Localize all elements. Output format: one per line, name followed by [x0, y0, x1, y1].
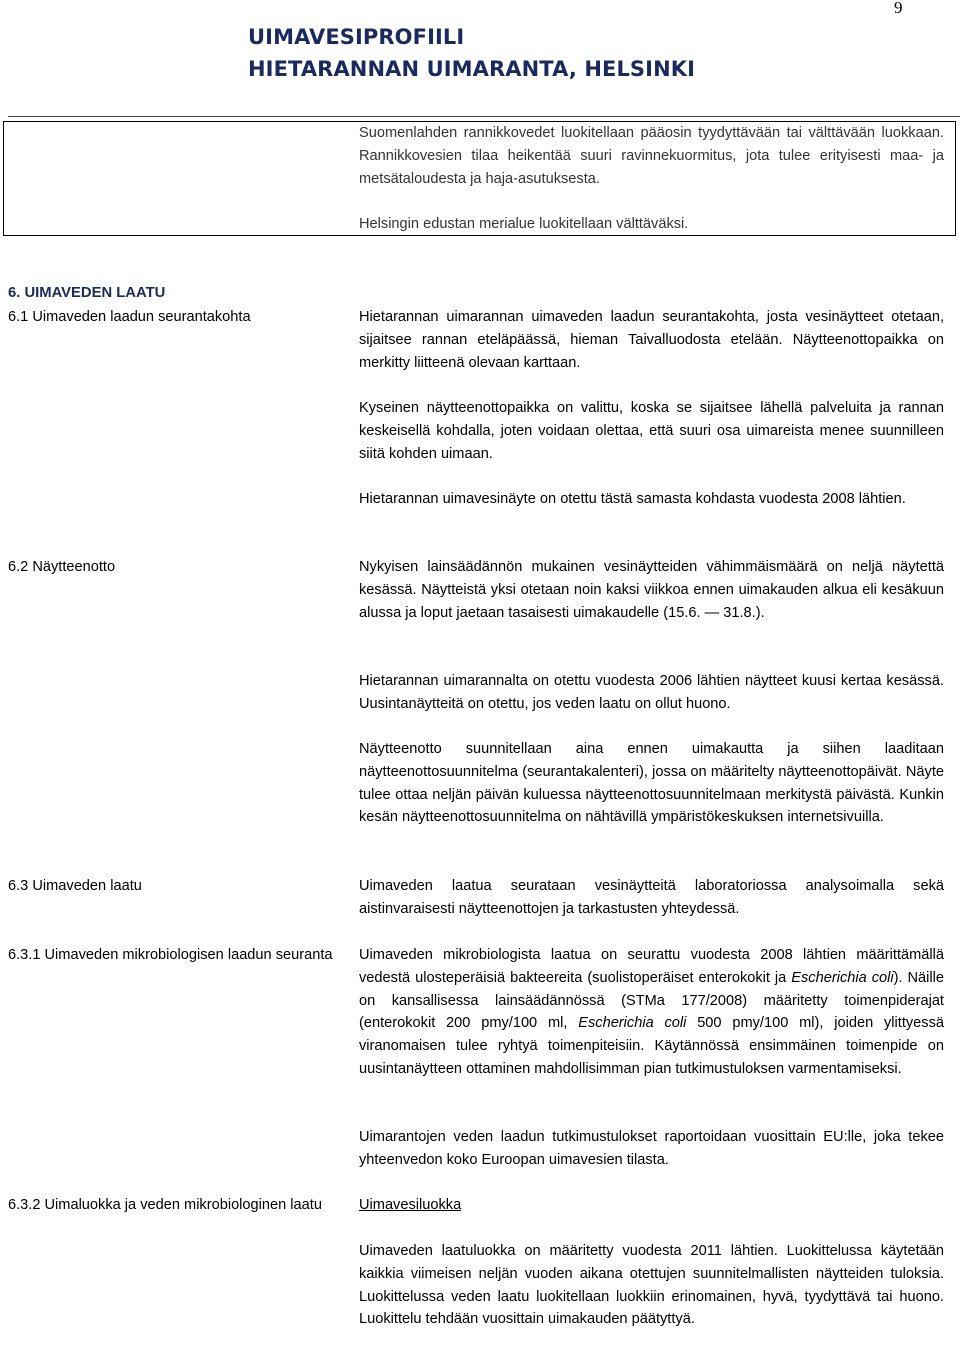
section-6-3-label: 6.3 Uimaveden laatu [8, 878, 142, 894]
section-6-2-paragraph-2: Hietarannan uimarannalta on otettu vuodesta 2006 lähtien näytteet kuusi kertaa kesässä. Uusintanäytteitä on otettu, jos veden laatu on ollut huono. [359, 673, 944, 712]
header-title-line1: UIMAVESIPROFIILI [248, 25, 465, 49]
section-6-1-paragraph-2: Kyseinen näytteenottopaikka on valittu, koska se sijaitsee lähellä palveluita ja rannan keskeisellä kohdalla, joten voidaan olettaa, että suuri osa uimareista menee suunnilleen siitä kohden uimaan. [359, 400, 944, 462]
species-name: Escherichia coli [578, 1015, 687, 1032]
paragraph-part: 500 pmy/100 ml), joiden ylittyessä viranomaisen tulee ryhtyä toimenpiteisiin. Käytännössä ensimmäinen toimenpide on uusintanäytteen ottaminen mahdollisimman pian tutkimustuloksen varmentamiseksi. [359, 1015, 945, 1077]
section-6-2-paragraph-1: Nykyisen lainsäädännön mukainen vesinäytteiden vähimmäismäärä on neljä näytettä kesässä. Näytteistä yksi otetaan noin kaksi viikkoa ennen uimakauden alkua eli kesäkuun alussa ja loput jaetaan tasaisesti uimakaudelle (15.6. — 31.8.). [359, 559, 944, 621]
section-6-3-2-subheading: Uimavesiluokka [359, 1197, 462, 1213]
section-6-3-paragraph-1: Uimaveden laatua seurataan vesinäytteitä laboratoriossa analysoimalla sekä aistinvaraisesti näytteenottojen ja tarkastusten yhteydessä. [359, 878, 944, 917]
paragraph-part: ). Näille on kansallisessa lainsäädännössä (STMa 177/2008) määritetty toimenpiderajat (enterokokit 200 pmy/100 ml, [359, 969, 945, 1032]
section-6-3-2-label: 6.3.2 Uimaluokka ja veden mikrobiologinen laatu [8, 1197, 322, 1213]
paragraph-part: Uimaveden mikrobiologista laatua on seurattu vuodesta 2008 lähtien määrittämällä vedestä ulosteperäisiä bakteereita (suolistoperäiset enterokokit ja [359, 947, 944, 986]
section-6-3-1-label: 6.3.1 Uimaveden mikrobiologisen laadun seuranta [8, 947, 333, 963]
box-paragraph-1: Suomenlahden rannikkovedet luokitellaan pääosin tyydyttävään tai välttävään luokkaan. Rannikkovesien tilaa heikentää suuri ravinnekuormitus, jota tulee erityisesti maa- ja metsätaloudesta ja haja-asutuksesta. [359, 125, 944, 187]
section-6-3-2-paragraph-1: Uimaveden laatuluokka on määritetty vuodesta 2011 lähtien. Luokittelussa käytetään kaikkia viimeisen neljän vuoden aikana otettujen suunnitelmallisten näytteiden tuloksia. Luokittelussa veden laatu luokitellaan luokkiin erinomainen, hyvä, tyydyttävä tai huono. Luokittelu tehdään vuosittain uimakauden päätyttyä. [359, 1243, 944, 1328]
section-6-1-paragraph-1: Hietarannan uimarannan uimaveden laadun seurantakohta, josta vesinäytteet otetaan, sijaitsee rannan eteläpäässä, hieman Taivalluodosta etelään. Näytteenottopaikka on merkitty liitteenä olevaan karttaan. [359, 309, 944, 371]
section-6-1-paragraph-3: Hietarannan uimavesinäyte on otettu tästä samasta kohdasta vuodesta 2008 lähtien. [359, 491, 906, 507]
page-number: 9 [894, 0, 903, 17]
section-heading: 6. UIMAVEDEN LAATU [8, 285, 166, 301]
header-title-line2: HIETARANNAN UIMARANTA, HELSINKI [248, 57, 696, 81]
section-6-3-1-paragraph-1 [359, 944, 944, 1081]
section-6-2-paragraph-3: Näytteenotto suunnitellaan aina ennen uimakautta ja siihen laaditaan näytteenottosuunnitelma (seurantakalenteri), jossa on määritelty näytteenottopäivät. Näyte tulee ottaa neljän päivän kuluessa näytteenottosuunnitelmaan merkitystä päivästä. Kunkin kesän näytteenottosuunnitelma on nähtävillä ympäristökeskuksen internetsivuilla. [359, 741, 944, 826]
box-paragraph-2: Helsingin edustan merialue luokitellaan välttäväksi. [359, 216, 689, 232]
section-6-3-1-paragraph-2: Uimarantojen veden laadun tutkimustulokset raportoidaan vuosittain EU:lle, joka tekee yhteenvedon koko Euroopan uimavesien tilasta. [359, 1129, 944, 1168]
section-6-2-label: 6.2 Näytteenotto [8, 559, 116, 575]
header-divider [8, 116, 960, 117]
section-6-1-label: 6.1 Uimaveden laadun seurantakohta [8, 309, 251, 325]
species-name: Escherichia coli [791, 969, 894, 986]
